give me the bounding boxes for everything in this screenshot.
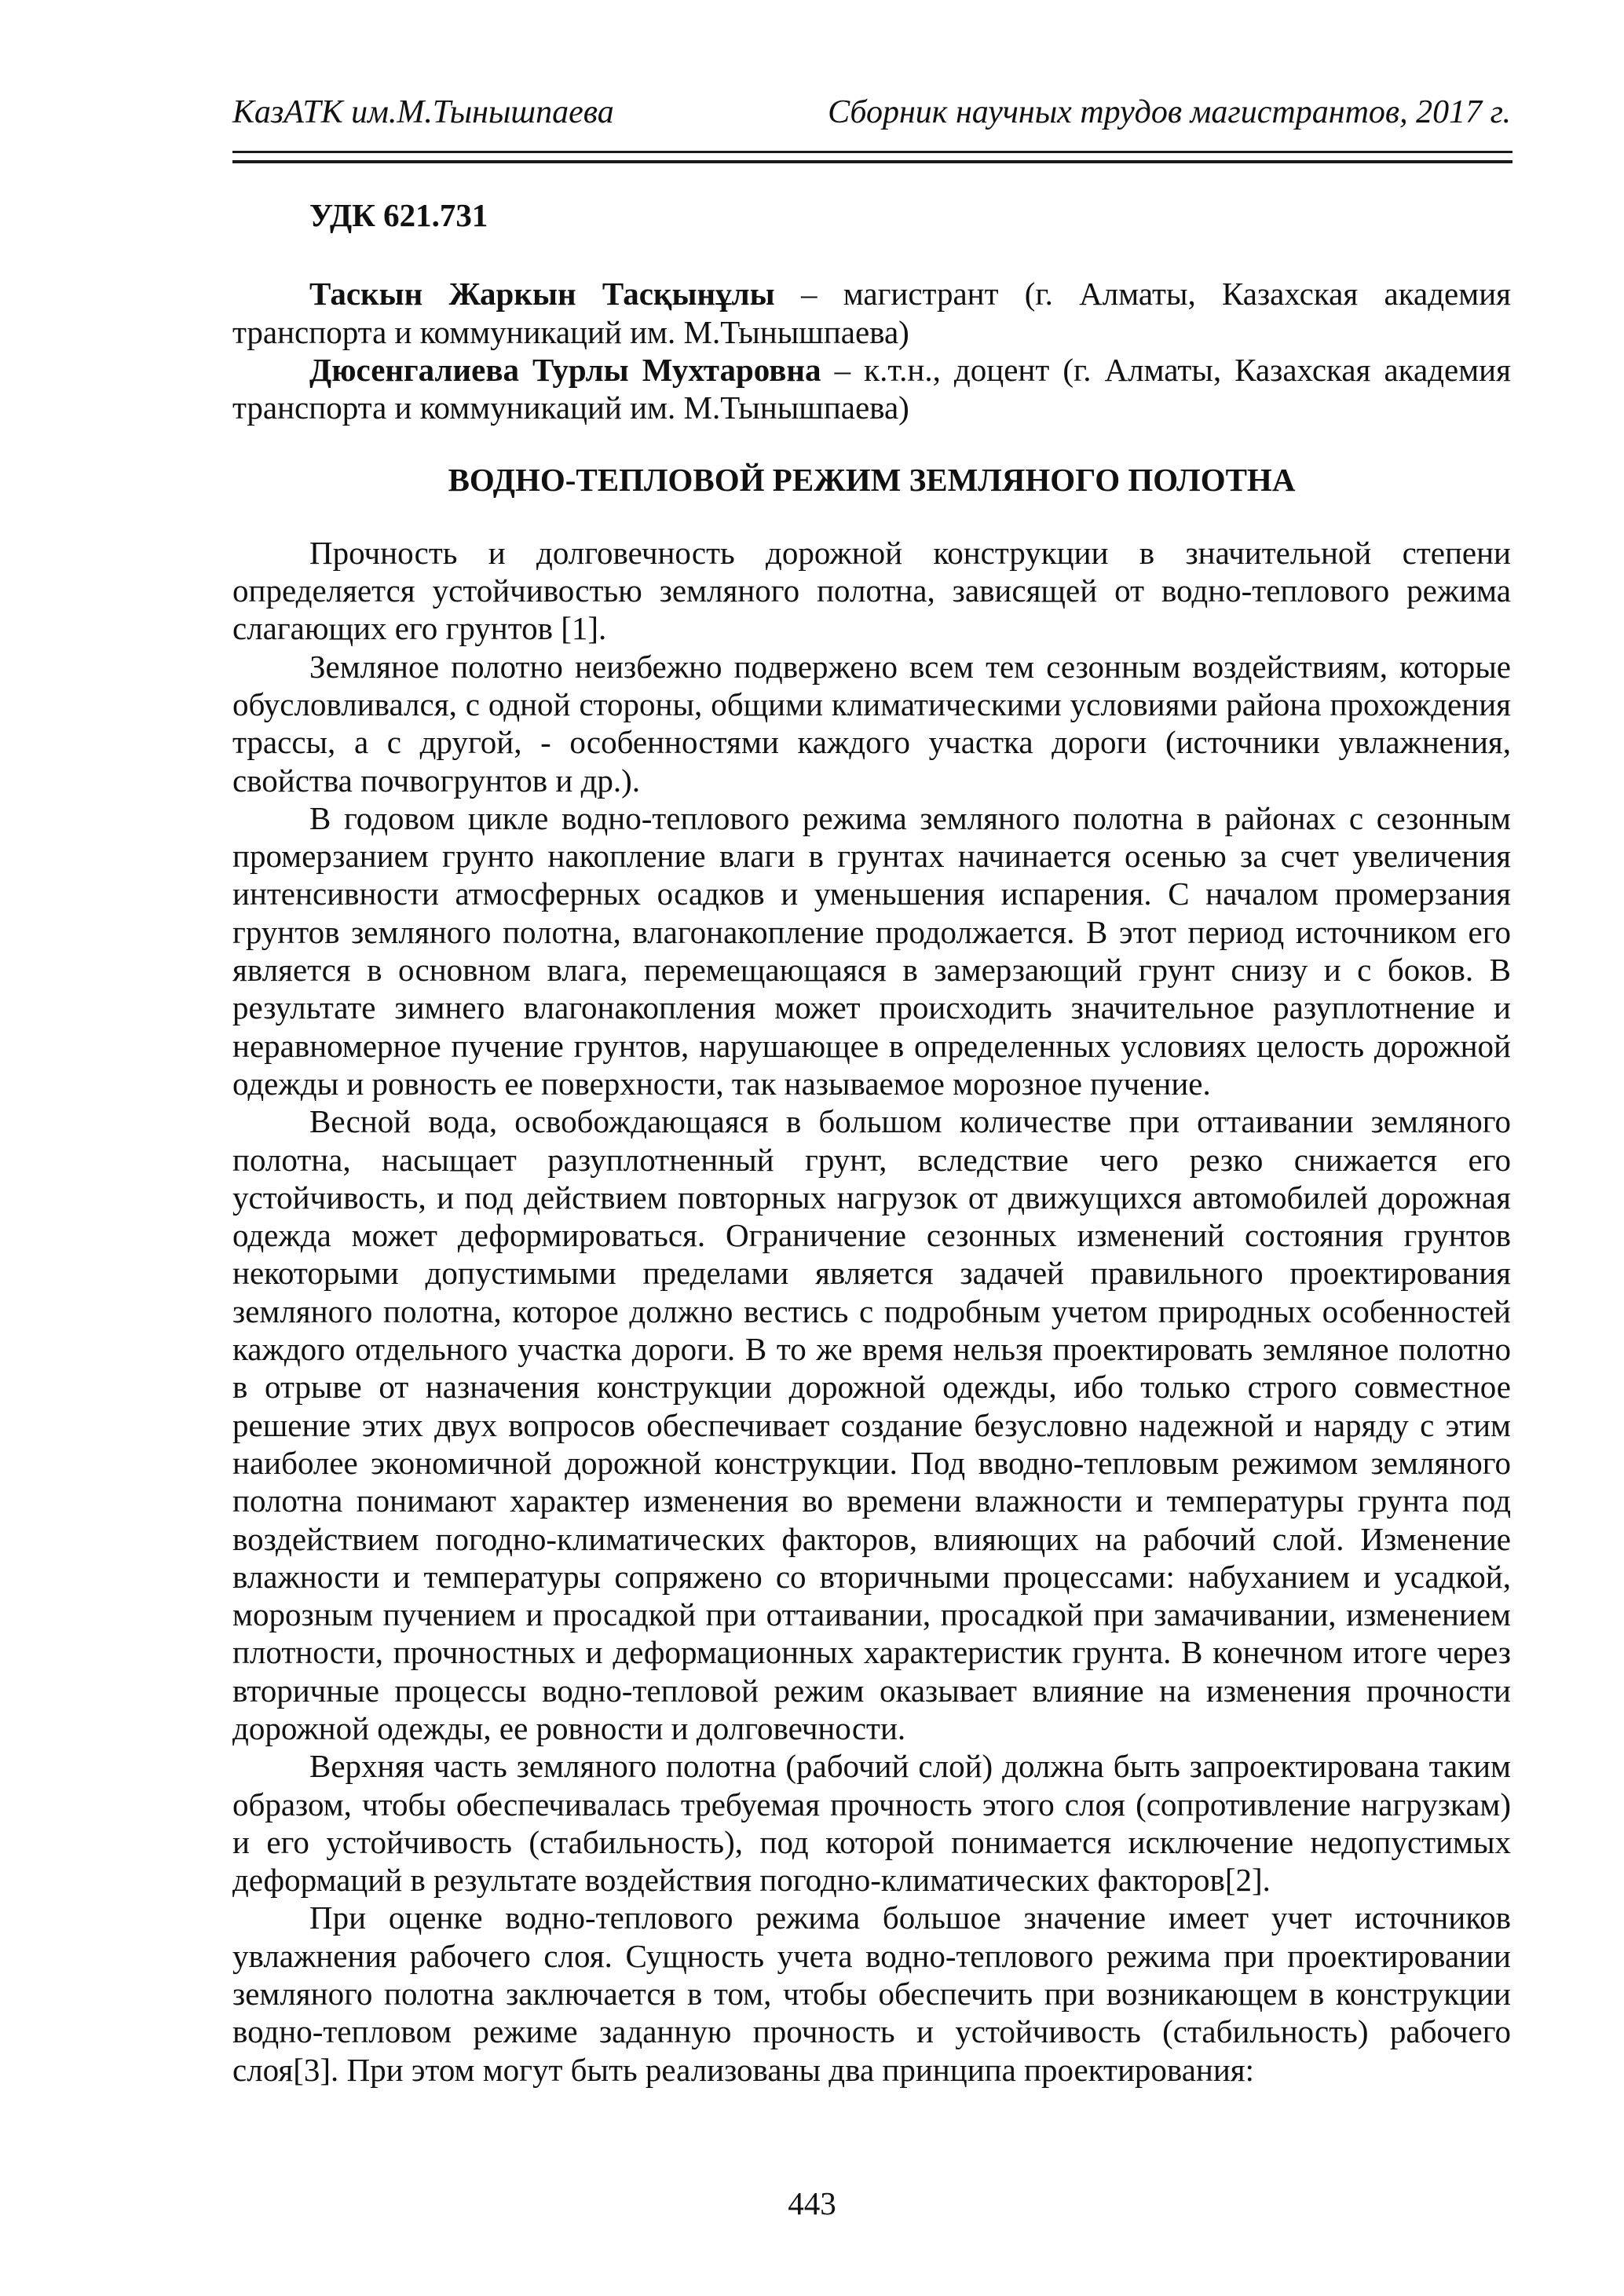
author-name-2: Дюсенгалиева Турлы Мухтаровна [309,351,821,388]
header-rule-bottom [232,160,1512,163]
paragraph-1: Прочность и долговечность дорожной конструкции в значительной степени определяется устойчивостью земляного полотна, зависящей от водно-теплового режима слагающих его грунтов [1]. [232,534,1511,647]
article-title: ВОДНО-ТЕПЛОВОЙ РЕЖИМ ЗЕМЛЯНОГО ПОЛОТНА [448,462,1296,499]
author-entry-1 [232,275,1511,351]
author-details-2: – к.т.н., доцент (г. Алматы, Казахская академия транспорта и коммуникаций им. М.Тынышпаева) [232,351,1511,426]
author-name-1: Таскын Жаркын Тасқынұлы [309,276,775,313]
author-details-1: – магистрант (г. Алматы, Казахская академия транспорта и коммуникаций им. М.Тынышпаева) [232,276,1511,350]
header-collection: Сборник научных трудов магистрантов, 2017 г. [828,94,1511,130]
running-header [232,93,1511,132]
header-institution: КазАТК им.М.Тынышпаева [232,94,614,130]
paragraph-4: Весной вода, освобождающаяся в большом количестве при оттаивании земляного полотна, насыщает разуплотненный грунт, вследствие чего резко снижается его устойчивость, и под действием повторных нагрузок от движущихся автомобилей дорожная одежда может деформироваться. Ограничение сезонных изменений состояния грунтов некоторыми допустимыми пределами является задачей правильного проектирования земляного полотна, которое должно вестись с подробным учетом природных особенностей каждого отдельного участка дороги. В то же время нельзя проектировать земляное полотно в отрыве от назначения конструкции дорожной одежды, ибо только строго совместное решение этих двух вопросов обеспечивает создание безусловно надежной и наряду с этим наиболее экономичной дорожной конструкции. Под вводно-тепловым режимом земляного полотна понимают характер изменения во времени влажности и температуры грунта под воздействием погодно-климатических факторов, влияющих на рабочий слой. Изменение влажности и температуры сопряжено со вторичными процессами: набуханием и усадкой, морозным пучением и просадкой при оттаивании, просадкой при замачивании, изменением плотности, прочностных и деформационных характеристик грунта. В конечном итоге через вторичные процессы водно-тепловой режим оказывает влияние на изменения прочности дорожной одежды, ее ровности и долговечности. [232,1103,1511,1746]
udk-code: УДК 621.731 [309,197,488,233]
page-number: 443 [788,2185,836,2221]
header-rule-top [232,151,1512,153]
paragraph-2: Земляное полотно неизбежно подвержено всем тем сезонным воздействиям, которые обусловливался, с одной стороны, общими климатическими условиями района прохождения трассы, а с другой, - особенностями каждого участка дороги (источники увлажнения, свойства почвогрунтов и др.). [232,648,1511,799]
paragraph-6: При оценке водно-теплового режима большое значение имеет учет источников увлажнения рабочего слоя. Сущность учета водно-теплового режима при проектировании земляного полотна заключается в том, чтобы обеспечить при возникающем в конструкции водно-тепловом режиме заданную прочность и устойчивость (стабильность) рабочего слоя[3]. При этом могут быть реализованы два принципа проектирования: [232,1899,1511,2088]
author-entry-2 [232,351,1511,427]
paragraph-3: В годовом цикле водно-теплового режима земляного полотна в районах с сезонным промерзанием грунто накопление влаги в грунтах начинается осенью за счет увеличения интенсивности атмосферных осадков и уменьшения испарения. С началом промерзания грунтов земляного полотна, влагонакопление продолжается. В этот период источником его является в основном влага, перемещающаяся в замерзающий грунт снизу и с боков. В результате зимнего влагонакопления может происходить значительное разуплотнение и неравномерное пучение грунтов, нарушающее в определенных условиях целость дорожной одежды и ровность ее поверхности, так называемое морозное пучение. [232,799,1511,1102]
article-body [232,196,1511,2089]
paragraph-5: Верхняя часть земляного полотна (рабочий слой) должна быть запроектирована таким образом, чтобы обеспечивалась требуемая прочность этого слоя (сопротивление нагрузкам) и его устойчивость (стабильность), под которой понимается исключение недопустимых деформаций в результате воздействия погодно-климатических факторов[2]. [232,1748,1511,1899]
